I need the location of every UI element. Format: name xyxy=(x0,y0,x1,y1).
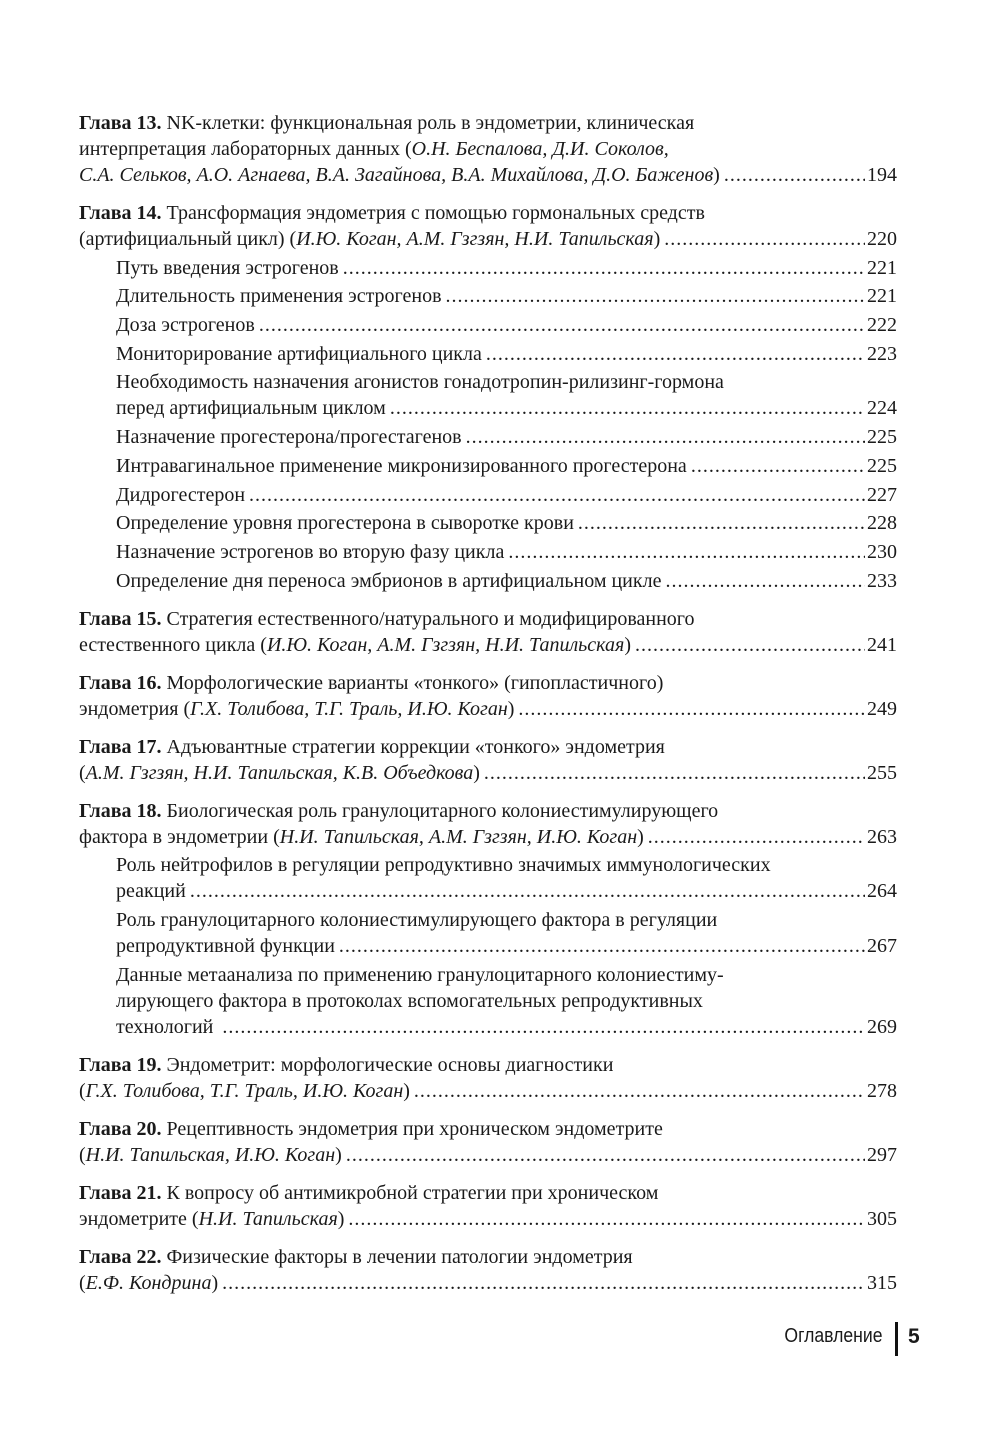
toc-chapter-entry[interactable] xyxy=(79,1244,897,1296)
entry-title-text: эндометрия ( xyxy=(79,697,191,720)
authors: О.Н. Беспалова, Д.И. Соколов, xyxy=(411,138,669,160)
entry-title-text: ( xyxy=(79,1271,86,1294)
toc-section-entry[interactable] xyxy=(79,568,897,594)
authors: Г.Х. Толибова, Т.Г. Траль, И.Ю. Коган xyxy=(190,697,508,720)
toc-entry-line xyxy=(79,670,897,696)
entry-title-text: Морфологические варианты «тонкого» (гипопластичного) xyxy=(161,671,664,694)
toc-page-number[interactable]: 220 xyxy=(867,228,897,250)
toc-page-number[interactable]: 221 xyxy=(867,256,897,279)
dot-leader xyxy=(724,162,865,188)
entry-title-text: Назначение эстрогенов во вторую фазу цикла xyxy=(116,540,505,563)
toc-section-entry[interactable] xyxy=(79,852,897,904)
toc-page-number[interactable]: 230 xyxy=(867,540,897,563)
entry-title-text: Адъювантные стратегии коррекции «тонкого» эндометрия xyxy=(161,735,665,758)
toc-entry-line xyxy=(79,226,897,252)
toc-page-number[interactable]: 278 xyxy=(867,1079,897,1102)
dot-leader xyxy=(414,1078,865,1104)
toc-page-number[interactable]: 305 xyxy=(867,1207,897,1230)
toc-page-number[interactable]: 263 xyxy=(867,825,897,848)
entry-title-text: Доза эстрогенов xyxy=(116,314,255,337)
running-footer-title: Оглавление xyxy=(784,1325,883,1347)
toc-chapter-entry[interactable] xyxy=(79,1116,897,1168)
entry-title-text: Данные метаанализа по применению гранулоцитарного колониестиму- xyxy=(116,963,724,986)
dot-leader xyxy=(664,226,865,252)
toc-section-entry[interactable] xyxy=(79,510,897,536)
toc-entry-line xyxy=(116,933,897,959)
chapter-number: Глава 15. xyxy=(79,607,162,630)
page-footer xyxy=(0,1322,1000,1356)
toc-chapter-entry[interactable] xyxy=(79,606,897,658)
entry-title-text: репродуктивной функции xyxy=(116,934,335,957)
toc-entry-line xyxy=(116,424,897,450)
toc-entry-line xyxy=(79,1244,897,1270)
authors: С.А. Сельков, А.О. Агнаева, В.А. Загайнова, В.А. Михайлова, Д.О. Баженов xyxy=(79,164,714,186)
entry-title-text: ) xyxy=(507,697,515,720)
dot-leader xyxy=(343,255,865,281)
toc-entry-line xyxy=(116,369,897,395)
entry-title-text: Определение дня переноса эмбрионов в артифициальном цикле xyxy=(116,569,662,592)
entry-title-text: ( xyxy=(79,1079,86,1102)
authors: Е.Ф. Кондрина xyxy=(85,1271,212,1294)
dot-leader xyxy=(259,312,865,338)
entry-title-text: К вопросу об антимикробной стратегии при хроническом xyxy=(161,1181,659,1204)
dot-leader xyxy=(222,1270,865,1296)
toc-entry-line xyxy=(79,200,897,226)
toc-page-number[interactable]: 249 xyxy=(867,697,897,720)
chapter-number: Глава 18. xyxy=(79,799,162,822)
toc-section-entry[interactable] xyxy=(79,255,897,281)
toc-entry-line xyxy=(79,1206,897,1232)
toc-page-number[interactable]: 297 xyxy=(867,1143,897,1166)
toc-entry-line xyxy=(116,482,897,508)
entry-title-text: эндометрите ( xyxy=(79,1207,199,1230)
toc-page-number[interactable]: 255 xyxy=(867,761,897,784)
toc-section-entry[interactable] xyxy=(79,341,897,367)
entry-title-text: Биологическая роль гранулоцитарного колониестимулирующего xyxy=(161,799,719,822)
toc-chapter-entry[interactable] xyxy=(79,1052,897,1104)
dot-leader xyxy=(691,453,865,479)
entry-title-text: Физические факторы в лечении патологии эндометрия xyxy=(161,1245,633,1268)
toc-entry-line xyxy=(116,283,897,309)
toc-entry-line xyxy=(116,395,897,421)
entry-title-text: ) xyxy=(211,1271,219,1294)
chapter-number: Глава 17. xyxy=(79,735,162,758)
toc-entry-line xyxy=(79,110,897,136)
entry-title-text: Мониторирование артифициального цикла xyxy=(116,342,482,365)
toc-page-number[interactable]: 315 xyxy=(867,1271,897,1294)
toc-section-entry[interactable] xyxy=(79,539,897,565)
toc-page-number[interactable]: 224 xyxy=(867,397,897,420)
entry-title-text: Трансформация эндометрия с помощью гормональных средств xyxy=(161,202,705,224)
toc-entry-line xyxy=(116,341,897,367)
toc-entry-line xyxy=(116,255,897,281)
entry-title-text: ( xyxy=(79,1143,86,1166)
toc-chapter-entry[interactable] xyxy=(79,670,897,722)
entry-title-text: Роль гранулоцитарного колониестимулирующего фактора в регуляции xyxy=(116,908,718,931)
toc-entry-line xyxy=(79,1142,897,1168)
dot-leader xyxy=(190,878,865,904)
entry-title-text: Путь введения эстрогенов xyxy=(116,256,339,279)
toc-section-entry[interactable] xyxy=(79,424,897,450)
entry-title-text: ) xyxy=(335,1143,342,1166)
toc-entry-line xyxy=(116,539,897,565)
dot-leader xyxy=(508,539,865,565)
toc-page-number[interactable]: 269 xyxy=(867,1015,897,1038)
toc-entry-line xyxy=(116,878,897,904)
entry-title-text: Эндометрит: морфологические основы диагностики xyxy=(161,1053,614,1076)
toc-section-entry[interactable] xyxy=(79,453,897,479)
toc-entry-line xyxy=(116,1014,897,1040)
entry-title-text: ) xyxy=(624,633,631,656)
entry-title-text: технологий xyxy=(116,1015,219,1038)
toc-page-number[interactable]: 233 xyxy=(867,569,897,592)
toc-entry-line xyxy=(116,962,897,988)
chapter-number: Глава 19. xyxy=(79,1053,162,1076)
toc-entry-line xyxy=(116,907,897,933)
chapter-number: Глава 21. xyxy=(79,1181,162,1204)
toc-entry-line xyxy=(116,852,897,878)
toc-page-number[interactable]: 221 xyxy=(867,285,897,308)
dot-leader xyxy=(665,568,865,594)
toc-section-entry[interactable] xyxy=(79,482,897,508)
dot-leader xyxy=(518,696,865,722)
dot-leader xyxy=(222,1014,865,1040)
toc-page-number[interactable]: 241 xyxy=(867,633,897,656)
table-of-contents xyxy=(79,110,897,1296)
toc-entry-line xyxy=(79,824,897,850)
toc-chapter-entry[interactable] xyxy=(79,200,897,252)
toc-section-entry[interactable] xyxy=(79,369,897,421)
toc-section-entry[interactable] xyxy=(79,962,897,1040)
dot-leader xyxy=(635,632,865,658)
authors: Н.И. Тапильская, А.М. Гзгзян, И.Ю. Коган xyxy=(279,825,638,848)
dot-leader xyxy=(249,482,865,508)
toc-chapter-entry[interactable] xyxy=(79,110,897,188)
entry-title-text: Интравагинальное применение микронизированного прогестерона xyxy=(116,454,687,477)
entry-title-text: Рецептивность эндометрия при хроническом эндометрите xyxy=(161,1117,663,1140)
authors: Г.Х. Толибова, Т.Г. Траль, И.Ю. Коган xyxy=(85,1079,404,1102)
toc-page-number[interactable]: 227 xyxy=(867,483,897,506)
toc-section-entry[interactable] xyxy=(79,907,897,959)
toc-entry-line xyxy=(79,798,897,824)
chapter-number: Глава 13. xyxy=(79,112,162,134)
toc-section-entry[interactable] xyxy=(79,312,897,338)
toc-entry-line xyxy=(116,988,897,1014)
authors: И.Ю. Коган, А.М. Гзгзян, Н.И. Тапильская xyxy=(266,633,625,656)
entry-title-text: Стратегия естественного/натурального и модифицированного xyxy=(161,607,695,630)
chapter-number: Глава 14. xyxy=(79,202,162,224)
toc-entry-line xyxy=(79,632,897,658)
toc-page-number[interactable]: 223 xyxy=(867,342,897,365)
entry-title-text: ) xyxy=(713,164,720,186)
authors: Н.И. Тапильская, И.Ю. Коган xyxy=(85,1143,336,1166)
footer-divider xyxy=(895,1322,898,1356)
toc-chapter-entry[interactable] xyxy=(79,798,897,850)
toc-page-number[interactable]: 228 xyxy=(867,512,897,535)
dot-leader xyxy=(486,341,865,367)
entry-title-text: Определение уровня прогестерона в сыворотке крови xyxy=(116,512,574,535)
dot-leader xyxy=(648,824,865,850)
toc-entry-line xyxy=(79,734,897,760)
entry-title-text: Необходимость назначения агонистов гонадотропин-рилизинг-гормона xyxy=(116,371,724,394)
toc-entry-line xyxy=(79,136,897,162)
dot-leader xyxy=(346,1142,865,1168)
chapter-number: Глава 20. xyxy=(79,1117,162,1140)
toc-entry-line xyxy=(116,453,897,479)
toc-chapter-entry[interactable] xyxy=(79,1180,897,1232)
toc-entry-line xyxy=(116,312,897,338)
entry-title-text: естественного цикла ( xyxy=(79,633,267,656)
dot-leader xyxy=(446,283,865,309)
toc-entry-line xyxy=(116,568,897,594)
entry-title-text: лирующего фактора в протоколах вспомогательных репродуктивных xyxy=(116,989,703,1012)
entry-title-text: ) xyxy=(403,1079,410,1102)
dot-leader xyxy=(339,933,865,959)
toc-page-number[interactable]: 267 xyxy=(867,934,897,957)
entry-title-text: ( xyxy=(79,761,86,784)
entry-title-text: интерпретация лабораторных данных ( xyxy=(79,138,412,160)
toc-page-number[interactable]: 222 xyxy=(867,314,897,337)
dot-leader xyxy=(578,510,865,536)
toc-entry-line xyxy=(79,1052,897,1078)
entry-title-text: перед артифициальным циклом xyxy=(116,397,386,420)
toc-entry-line xyxy=(79,1180,897,1206)
entry-title-text: фактора в эндометрии ( xyxy=(79,825,280,848)
toc-page-number[interactable]: 194 xyxy=(867,164,897,186)
entry-title-text: (артифициальный цикл) ( xyxy=(79,228,297,250)
dot-leader xyxy=(348,1206,865,1232)
toc-entry-line xyxy=(79,760,897,786)
toc-page-number[interactable]: 225 xyxy=(867,426,897,449)
toc-entry-line xyxy=(116,510,897,536)
page-number: 5 xyxy=(908,1325,920,1348)
entry-title-text: NK-клетки: функциональная роль в эндометрии, клиническая xyxy=(161,112,695,134)
toc-entry-line xyxy=(79,1078,897,1104)
toc-page-number[interactable]: 264 xyxy=(867,880,897,903)
authors: Н.И. Тапильская xyxy=(198,1207,338,1230)
authors: И.Ю. Коган, А.М. Гзгзян, Н.И. Тапильская xyxy=(296,228,654,250)
entry-title-text: Длительность применения эстрогенов xyxy=(116,285,442,308)
entry-title-text: ) xyxy=(637,825,644,848)
authors: А.М. Гзгзян, Н.И. Тапильская, К.В. Объедкова xyxy=(85,761,474,784)
chapter-number: Глава 22. xyxy=(79,1245,162,1268)
entry-title-text: Назначение прогестерона/прогестагенов xyxy=(116,426,462,449)
toc-entry-line xyxy=(79,606,897,632)
toc-entry-line xyxy=(79,1116,897,1142)
dot-leader xyxy=(390,395,865,421)
dot-leader xyxy=(484,760,865,786)
chapter-number: Глава 16. xyxy=(79,671,162,694)
toc-entry-line xyxy=(79,162,897,188)
toc-entry-line xyxy=(79,696,897,722)
dot-leader xyxy=(466,424,865,450)
toc-chapter-entry[interactable] xyxy=(79,734,897,786)
entry-title-text: ) xyxy=(473,761,480,784)
entry-title-text: Дидрогестерон xyxy=(116,483,246,506)
entry-title-text: ) xyxy=(653,228,661,250)
toc-section-entry[interactable] xyxy=(79,283,897,309)
entry-title-text: ) xyxy=(337,1207,345,1230)
entry-title-text: Роль нейтрофилов в регуляции репродуктивно значимых иммунологических xyxy=(116,854,771,877)
entry-title-text: реакций xyxy=(116,880,186,903)
toc-entry-line xyxy=(79,1270,897,1296)
toc-page-number[interactable]: 225 xyxy=(867,454,897,477)
